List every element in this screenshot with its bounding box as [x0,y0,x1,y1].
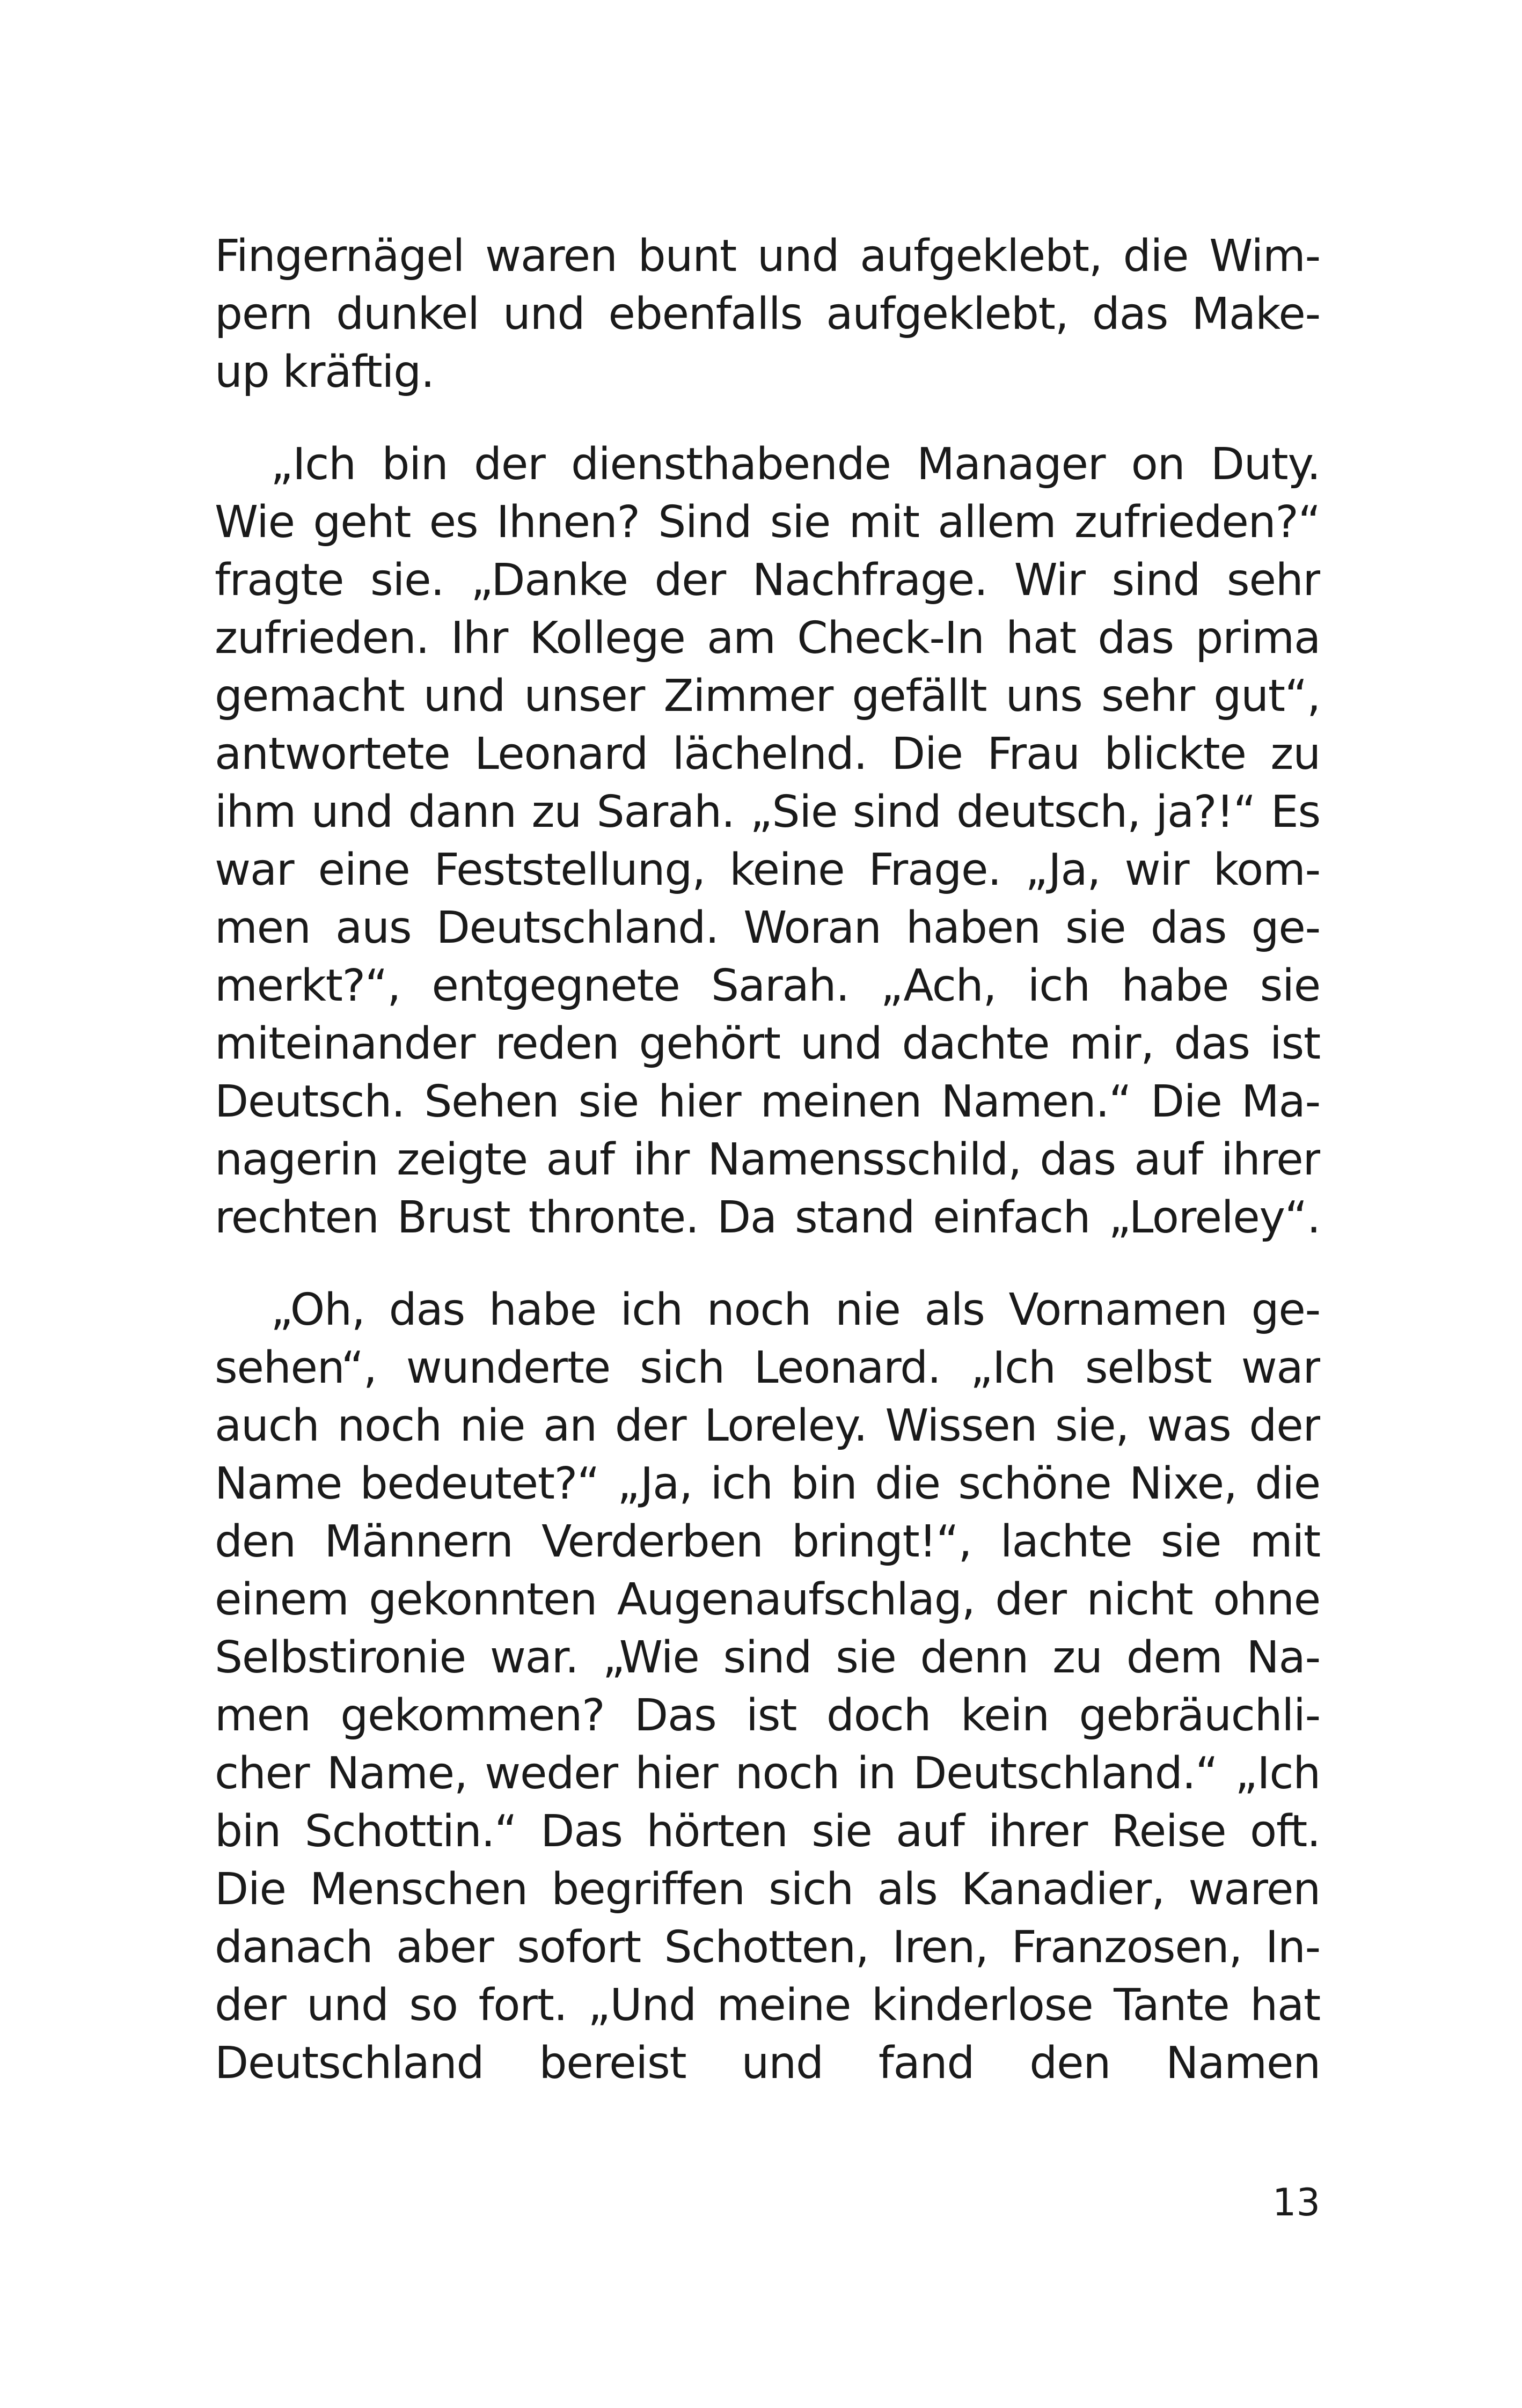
text-line: auch noch nie an der Loreley. Wissen sie, was der [215,1400,1320,1451]
text-line: Selbstironie war. „Wie sind sie denn zu dem Na- [215,1632,1320,1683]
text-line: pern dunkel und ebenfalls aufgeklebt, das Make- [215,289,1320,340]
text-line: sehen“, wunderte sich Leonard. „Ich selbst war [215,1342,1320,1393]
text-line: fragte sie. „Danke der Nachfrage. Wir sind sehr [215,555,1320,606]
text-line: cher Name, weder hier noch in Deutschland.“ „Ich [215,1748,1320,1799]
paragraph [215,227,1320,401]
text-line: nagerin zeigte auf ihr Namensschild, das auf ihrer [215,1134,1320,1185]
paragraph-spacer [215,1247,1320,1281]
text-line: Die Menschen begriffen sich als Kanadier, waren [215,1864,1320,1915]
text-line: miteinander reden gehört und dachte mir, das ist [215,1018,1320,1069]
text-line: „Oh, das habe ich noch nie als Vornamen ge- [270,1284,1320,1335]
text-line: Name bedeutet?“ „Ja, ich bin die schöne Nixe, die [215,1458,1320,1509]
text-line: der und so fort. „Und meine kinderlose Tante hat [215,1980,1320,2031]
text-line: war eine Feststellung, keine Frage. „Ja, wir kom- [215,845,1320,895]
body-text [215,227,1320,2093]
text-line: up kräftig. [215,347,434,398]
text-line: gemacht und unser Zimmer gefällt uns sehr gut“, [215,671,1320,722]
text-line: Deutsch. Sehen sie hier meinen Namen.“ Die Ma- [215,1076,1320,1127]
text-line: Deutschland bereist und fand den Namen [215,2038,1320,2089]
text-line: rechten Brust thronte. Da stand einfach „Loreley“. [215,1192,1320,1243]
text-line: den Männern Verderben bringt!“, lachte sie mit [215,1516,1320,1567]
text-line: men aus Deutschland. Woran haben sie das ge- [215,902,1320,953]
text-line: antwortete Leonard lächelnd. Die Frau blickte zu [215,729,1320,780]
text-line: bin Schottin.“ Das hörten sie auf ihrer Reise oft. [215,1806,1320,1857]
text-line: zufrieden. Ihr Kollege am Check-In hat das prima [215,613,1320,664]
paragraph [215,436,1320,1247]
text-line: danach aber sofort Schotten, Iren, Franzosen, In- [215,1922,1320,1973]
text-line: einem gekonnten Augenaufschlag, der nicht ohne [215,1574,1320,1625]
text-line: Fingernägel waren bunt und aufgeklebt, die Wim- [215,231,1320,282]
text-line: men gekommen? Das ist doch kein gebräuchli- [215,1690,1320,1741]
text-line: „Ich bin der diensthabende Manager on Duty. [270,439,1320,490]
text-line: ihm und dann zu Sarah. „Sie sind deutsch, ja?!“ Es [215,787,1320,838]
paragraph [215,1281,1320,2093]
paragraph-spacer [215,401,1320,436]
text-line: Wie geht es Ihnen? Sind sie mit allem zufrieden?“ [215,497,1320,548]
page-number: 13 [1272,2181,1320,2225]
text-line: merkt?“, entgegnete Sarah. „Ach, ich habe sie [215,960,1320,1011]
